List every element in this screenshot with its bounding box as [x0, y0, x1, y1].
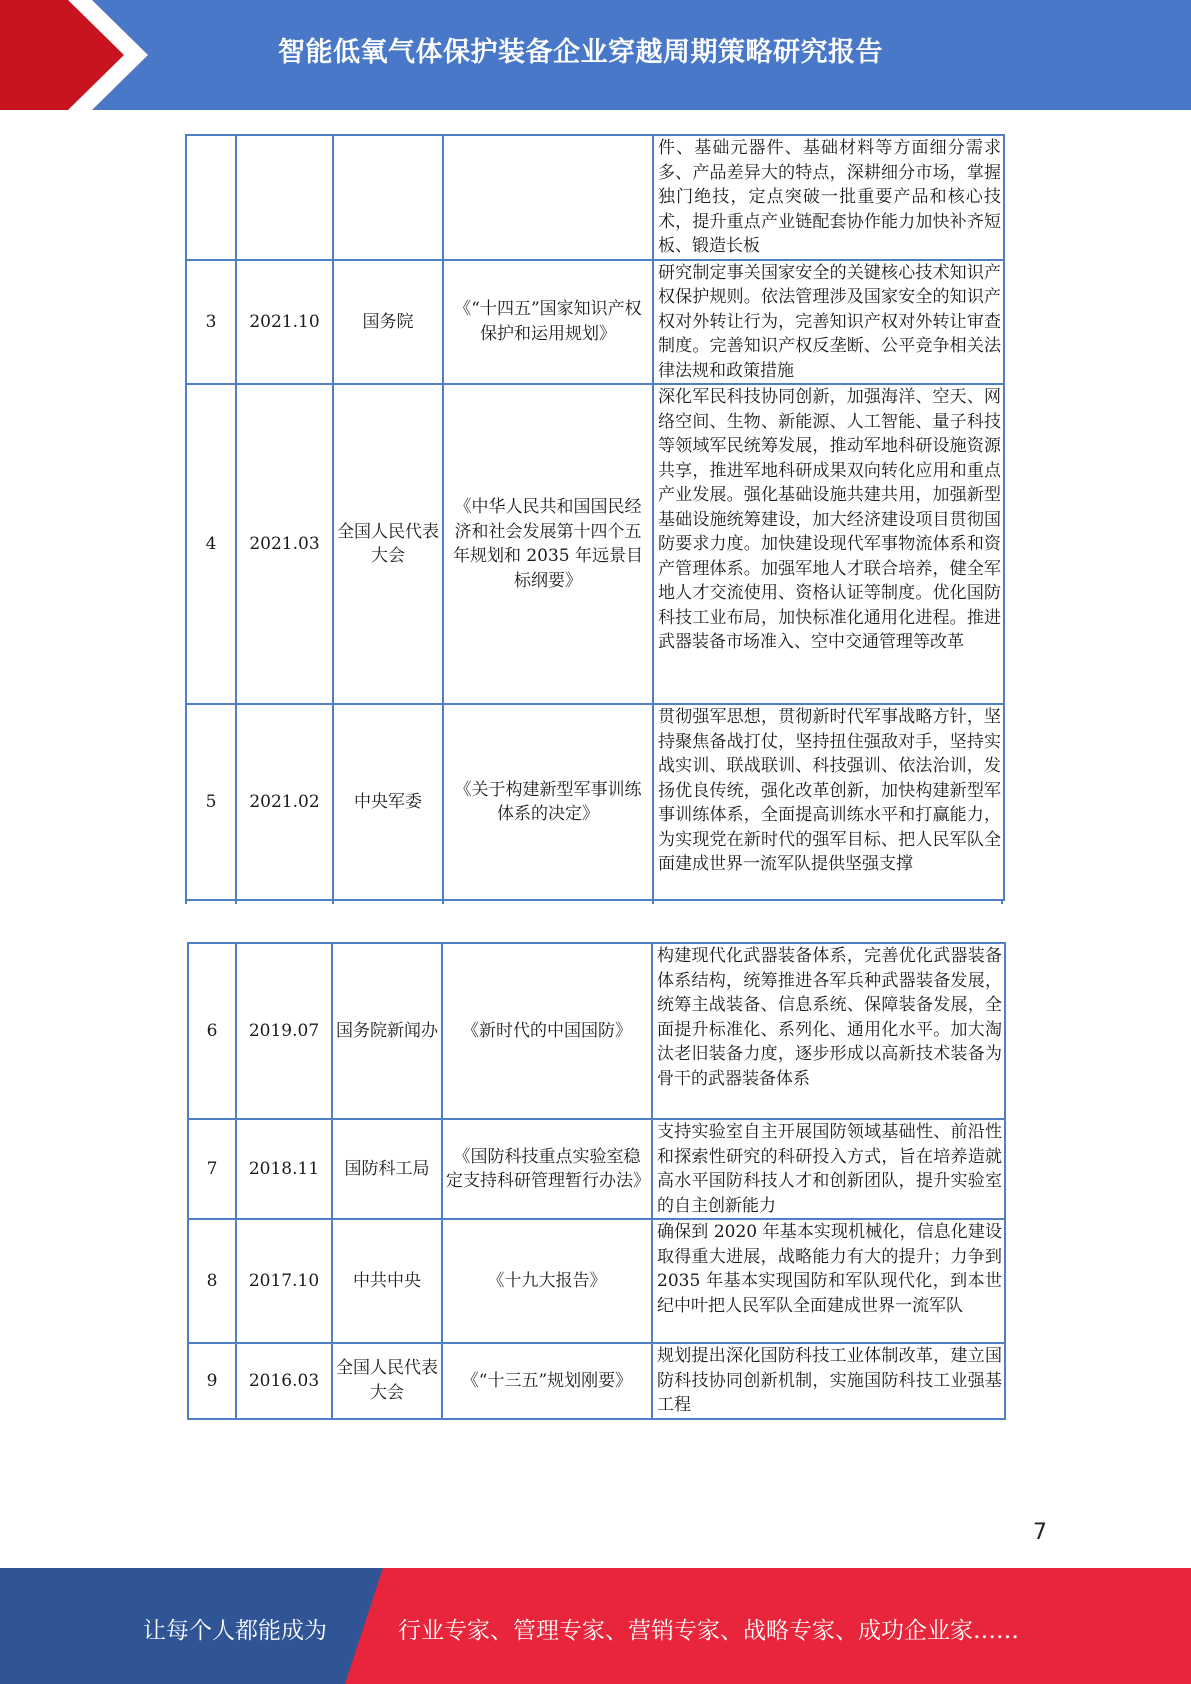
row-date: 2019.07: [236, 943, 332, 1119]
table-row: [188, 1119, 1005, 1219]
row-policy: 《关于构建新型军事训练体系的决定》: [443, 704, 653, 900]
row-policy: 《中华人民共和国国民经济和社会发展第十四个五年规划和 2035 年远景目标纲要》: [443, 384, 653, 704]
row-number: 5: [186, 704, 236, 900]
row-description: 深化军民科技协同创新，加强海洋、空天、网络空间、生物、新能源、人工智能、量子科技等领域军民统筹发展，推动军地科研设施资源共享，推进军地科研成果双向转化应用和重点产业发展。强化基础设施共建共用，加强新型基础设施统筹建设，加大经济建设项目贯彻国防要求力度。加快建设现代军事物流体系和资产管理体系。加强军地人才联合培养，健全军地人才交流使用、资格认证等制度。优化国防科技工业布局，加快标准化通用化进程。推进武器装备市场准入、空中交通管理等改革: [653, 384, 1004, 704]
table-row: [186, 704, 1004, 900]
row-description: 研究制定事关国家安全的关键核心技术知识产权保护规则。依法管理涉及国家安全的知识产权对外转让行为，完善知识产权对外转让审查制度。完善知识产权反垄断、公平竞争相关法律法规和政策措施: [653, 260, 1004, 385]
row-issuer: 国防科工局: [332, 1119, 442, 1219]
row-date: [236, 135, 333, 260]
row-description: 构建现代化武器装备体系，完善优化武器装备体系结构，统筹推进各军兵种武器装备发展，统筹主战装备、信息系统、保障装备发展，全面提升标准化、系列化、通用化水平。加大淘汰老旧装备力度，逐步形成以高新技术装备为骨干的武器装备体系: [652, 943, 1005, 1119]
table-continuation-edge: [185, 900, 1003, 904]
row-issuer: 中央军委: [333, 704, 443, 900]
page-header: [0, 0, 1191, 110]
report-title: 智能低氧气体保护装备企业穿越周期策略研究报告: [278, 37, 883, 68]
row-number: 7: [188, 1119, 236, 1219]
footer-slogan-left: 让每个人都能成为: [143, 1618, 327, 1644]
row-issuer: 全国人民代表大会: [332, 1343, 442, 1419]
row-number: 9: [188, 1343, 236, 1419]
footer-slogan-right: 行业专家、管理专家、营销专家、战略专家、成功企业家……: [398, 1618, 1019, 1644]
row-description: 贯彻强军思想，贯彻新时代军事战略方针，坚持聚焦备战打仗，坚持扭住强敌对手，坚持实战实训、联战联训、科技强训、依法治训，发扬优良传统，强化改革创新，加快构建新型军事训练体系，全面提高训练水平和打赢能力，为实现党在新时代的强军目标、把人民军队全面建成世界一流军队提供坚强支撑: [653, 704, 1004, 900]
table-row: [186, 135, 1004, 260]
policy-table-part2: [187, 942, 1006, 1420]
row-policy: 《国防科技重点实验室稳定支持科研管理暂行办法》: [442, 1119, 652, 1219]
page-number: 7: [1033, 1520, 1047, 1545]
row-date: 2021.10: [236, 260, 333, 385]
row-date: 2018.11: [236, 1119, 332, 1219]
table-row: [186, 384, 1004, 704]
table-row: [188, 1343, 1005, 1419]
row-date: 2017.10: [236, 1219, 332, 1343]
row-policy: 《“十三五”规划刚要》: [442, 1343, 652, 1419]
row-issuer: 国务院新闻办: [332, 943, 442, 1119]
table-row: [188, 1219, 1005, 1343]
row-number: 6: [188, 943, 236, 1119]
row-number: 4: [186, 384, 236, 704]
row-policy: 《新时代的中国国防》: [442, 943, 652, 1119]
row-description: 支持实验室自主开展国防领域基础性、前沿性和探索性研究的科研投入方式，旨在培养造就高水平国防科技人才和创新团队，提升实验室的自主创新能力: [652, 1119, 1005, 1219]
row-number: [186, 135, 236, 260]
row-number: 8: [188, 1219, 236, 1343]
row-issuer: 全国人民代表大会: [333, 384, 443, 704]
row-policy: 《“十四五”国家知识产权保护和运用规划》: [443, 260, 653, 385]
row-issuer: 中共中央: [332, 1219, 442, 1343]
row-date: 2016.03: [236, 1343, 332, 1419]
row-issuer: 国务院: [333, 260, 443, 385]
row-policy: 《十九大报告》: [442, 1219, 652, 1343]
policy-table-part1: [185, 134, 1005, 901]
row-date: 2021.02: [236, 704, 333, 900]
page-footer: [0, 1568, 1191, 1684]
row-description: 确保到 2020 年基本实现机械化，信息化建设取得重大进展，战略能力有大的提升；力争到 2035 年基本实现国防和军队现代化，到本世纪中叶把人民军队全面建成世界一流军队: [652, 1219, 1005, 1343]
row-number: 3: [186, 260, 236, 385]
table-row: [188, 943, 1005, 1119]
row-date: 2021.03: [236, 384, 333, 704]
header-arrow-icon: [0, 0, 150, 110]
table-row: [186, 260, 1004, 385]
row-issuer: [333, 135, 443, 260]
row-description: 规划提出深化国防科技工业体制改革，建立国防科技协同创新机制，实施国防科技工业强基工程: [652, 1343, 1005, 1419]
row-policy: [443, 135, 653, 260]
row-description: 件、基础元器件、基础材料等方面细分需求多、产品差异大的特点，深耕细分市场，掌握独门绝技，定点突破一批重要产品和核心技术，提升重点产业链配套协作能力加快补齐短板、锻造长板: [653, 135, 1004, 260]
